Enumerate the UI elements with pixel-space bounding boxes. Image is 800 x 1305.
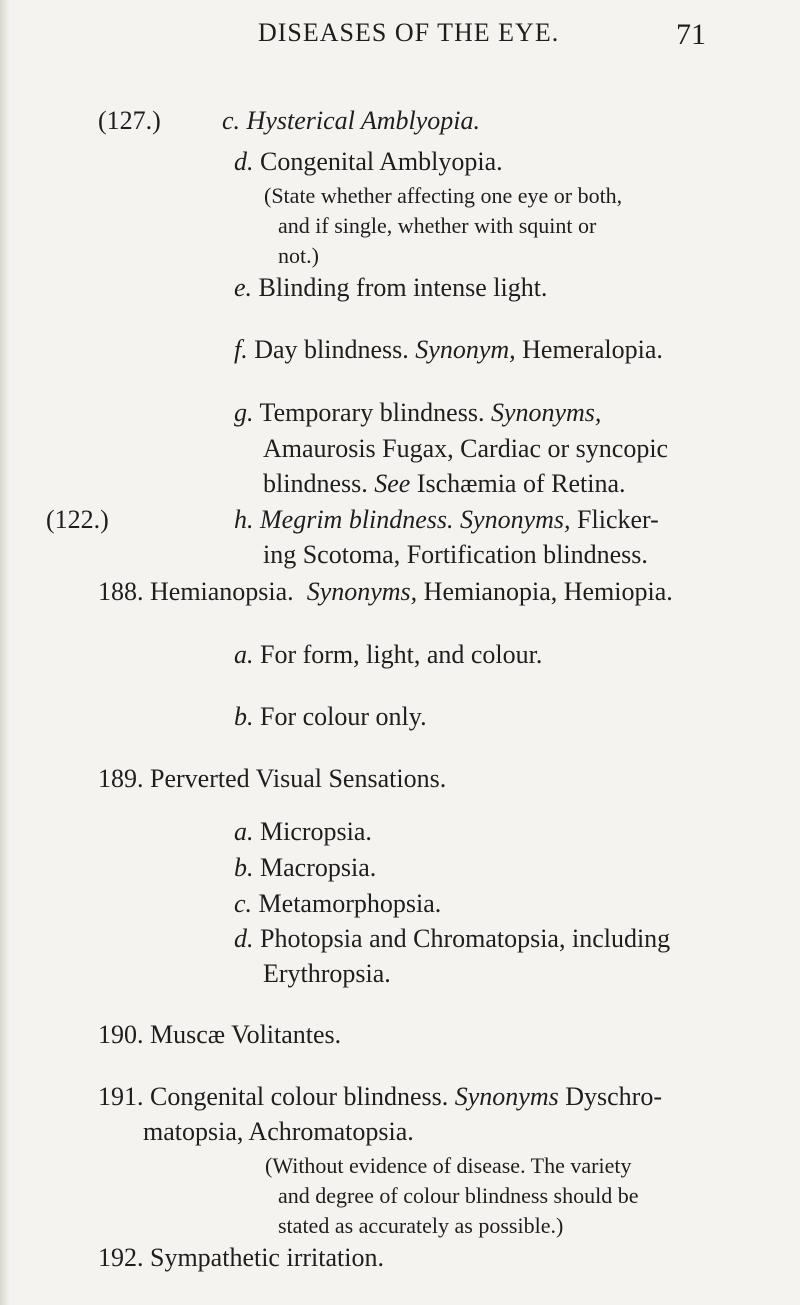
entry-text: For colour only. — [260, 702, 427, 731]
synonym-label: Synonyms, — [306, 577, 418, 606]
entry-title: Hysterical Amblyopia. — [246, 106, 481, 135]
entry-number: 190. — [98, 1020, 144, 1049]
entry-text: Macropsia. — [260, 853, 377, 882]
entry-189-d — [234, 924, 670, 954]
entry-title: Perverted Visual Sensations. — [150, 764, 447, 793]
cross-reference: (127.) — [98, 106, 161, 135]
entry-letter: b. — [234, 853, 254, 882]
line-text: Ischæmia of Retina. — [416, 469, 626, 498]
entry-text: For form, light, and colour. — [260, 640, 543, 669]
entry-c-heading — [222, 106, 480, 136]
entry-letter: d. — [234, 147, 254, 176]
entry-title: Muscæ Volitantes. — [150, 1020, 342, 1049]
entry-number: 192. — [98, 1243, 144, 1272]
page-number: 71 — [676, 18, 706, 51]
entry-letter: e. — [234, 273, 253, 302]
entry-letter: h. — [234, 505, 254, 534]
cross-reference: (122.) — [46, 505, 109, 534]
entry-189-c — [234, 889, 441, 919]
entry-note: not.) — [278, 243, 319, 268]
entry-g-line-3 — [263, 469, 626, 499]
entry-title: Hemianopsia. — [150, 577, 294, 606]
entry-text: Metamorphopsia. — [258, 889, 442, 918]
entry-letter: a. — [234, 817, 254, 846]
entry-note: (Without evidence of disease. The variety — [265, 1153, 632, 1178]
entry-d-heading — [234, 147, 503, 177]
entry-191-heading — [98, 1082, 662, 1112]
synonym-label: Synonym, — [415, 335, 516, 364]
entry-e-heading — [234, 273, 547, 303]
entry-188-b — [234, 702, 427, 732]
entry-g-heading — [234, 398, 601, 428]
synonym-text: Hemeralopia. — [522, 335, 663, 364]
entry-title: Blinding from intense light. — [258, 273, 548, 302]
synonym-text: Hemianopia, Hemiopia. — [423, 577, 673, 606]
entry-h-line-2: ing Scotoma, Fortification blindness. — [263, 540, 648, 569]
entry-letter: b. — [234, 702, 254, 731]
entry-note: (State whether affecting one eye or both, — [264, 183, 623, 208]
entry-title: Sympathetic irritation. — [150, 1243, 384, 1272]
entry-189-b — [234, 853, 376, 883]
entry-title: Congenital colour blindness. — [150, 1082, 449, 1111]
entry-text: Photopsia and Chromatopsia, including — [260, 924, 671, 953]
entry-number: 189. — [98, 764, 144, 793]
entry-g-line-2: Amaurosis Fugax, Cardiac or syncopic — [263, 434, 669, 463]
entry-letter: c. — [234, 889, 253, 918]
entry-188-a — [234, 640, 542, 670]
synonym-text: Flicker- — [577, 505, 659, 534]
entry-188-heading — [98, 577, 673, 607]
entry-192-heading — [98, 1243, 384, 1273]
entry-190-heading — [98, 1020, 341, 1050]
entry-191-line-2: matopsia, Achromatopsia. — [143, 1117, 414, 1146]
entry-text: Micropsia. — [260, 817, 372, 846]
entry-title: Temporary blindness. — [259, 398, 485, 427]
see-reference: See — [374, 469, 411, 498]
synonym-label: Synonyms, — [460, 505, 571, 534]
entry-h-heading — [234, 505, 659, 535]
entry-note: and if single, whether with squint or — [278, 213, 597, 238]
entry-note: and degree of colour blindness should be — [278, 1183, 639, 1208]
entry-title: Day blindness. — [254, 335, 409, 364]
entry-letter: g. — [234, 398, 254, 427]
page-binding-edge — [0, 0, 10, 1305]
entry-number: 191. — [98, 1082, 144, 1111]
entry-title: Congenital Amblyopia. — [260, 147, 503, 176]
entry-189-a — [234, 817, 372, 847]
synonym-text: Dyschro- — [565, 1082, 662, 1111]
synonym-label: Synonyms, — [490, 398, 602, 427]
entry-note: stated as accurately as possible.) — [278, 1213, 564, 1238]
entry-189-heading — [98, 764, 446, 794]
running-header: DISEASES OF THE EYE. — [258, 18, 560, 47]
synonym-label: Synonyms — [454, 1082, 559, 1111]
entry-f-heading — [234, 335, 663, 365]
entry-189-d-line-2: Erythropsia. — [263, 959, 391, 988]
entry-letter: d. — [234, 924, 254, 953]
line-text: blindness. — [263, 469, 368, 498]
entry-letter: f. — [234, 335, 248, 364]
entry-number: 188. — [98, 577, 144, 606]
entry-letter: c. — [222, 106, 241, 135]
entry-letter: a. — [234, 640, 254, 669]
entry-title: Megrim blindness. — [260, 505, 454, 534]
